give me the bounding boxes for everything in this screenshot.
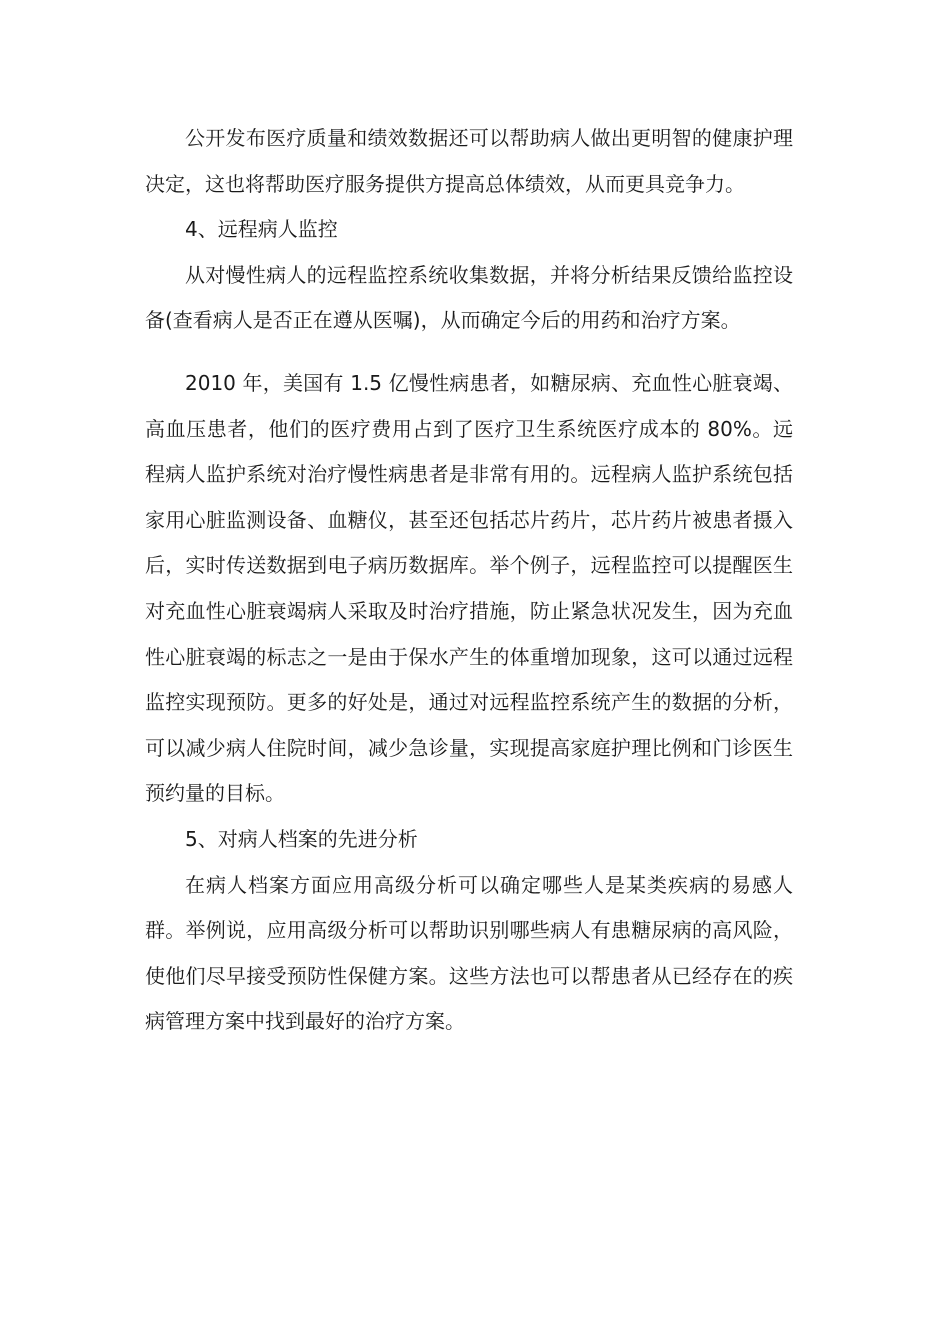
document-body [145,116,793,1045]
paragraph-patient-profile-analytics: 在病人档案方面应用高级分析可以确定哪些人是某类疾病的易感人群。举例说，应用高级分析可以帮助识别哪些病人有患糖尿病的高风险，使他们尽早接受预防性保健方案。这些方法也可以帮患者从已经存在的疾病管理方案中找到最好的治疗方案。 [145,872,793,1034]
paragraph-remote-monitoring-detail: 2010 年，美国有 1.5 亿慢性病患者，如糖尿病、充血性心脏衰竭、高血压患者，他们的医疗费用占到了医疗卫生系统医疗成本的 80%。远程病人监护系统对治疗慢性病患者是非常有用的。远程病人监护系统包括家用心脏监测设备、血糖仪，甚至还包括芯片药片，芯片药片被患者摄入后，实时传送数据到电子病历数据库。举个例子，远程监控可以提醒医生对充血性心脏衰竭病人采取及时治疗措施，防止紧急状况发生，因为充血性心脏衰竭的标志之一是由于保水产生的体重增加现象，这可以通过远程监控实现预防。更多的好处是，通过对远程监控系统产生的数据的分析，可以减少病人住院时间，减少急诊量，实现提高家庭护理比例和门诊医生预约量的目标。 [145,370,793,806]
paragraph-remote-monitoring-intro: 从对慢性病人的远程监控系统收集数据，并将分析结果反馈给监控设备(查看病人是否正在遵从医嘱)，从而确定今后的用药和治疗方案。 [145,262,793,333]
section-heading-remote-monitoring: 4、远程病人监控 [185,217,338,242]
section-heading-patient-profile-analytics: 5、对病人档案的先进分析 [185,826,418,851]
paragraph-quality-data: 公开发布医疗质量和绩效数据还可以帮助病人做出更明智的健康护理决定，这也将帮助医疗服务提供方提高总体绩效，从而更具竞争力。 [145,126,793,196]
